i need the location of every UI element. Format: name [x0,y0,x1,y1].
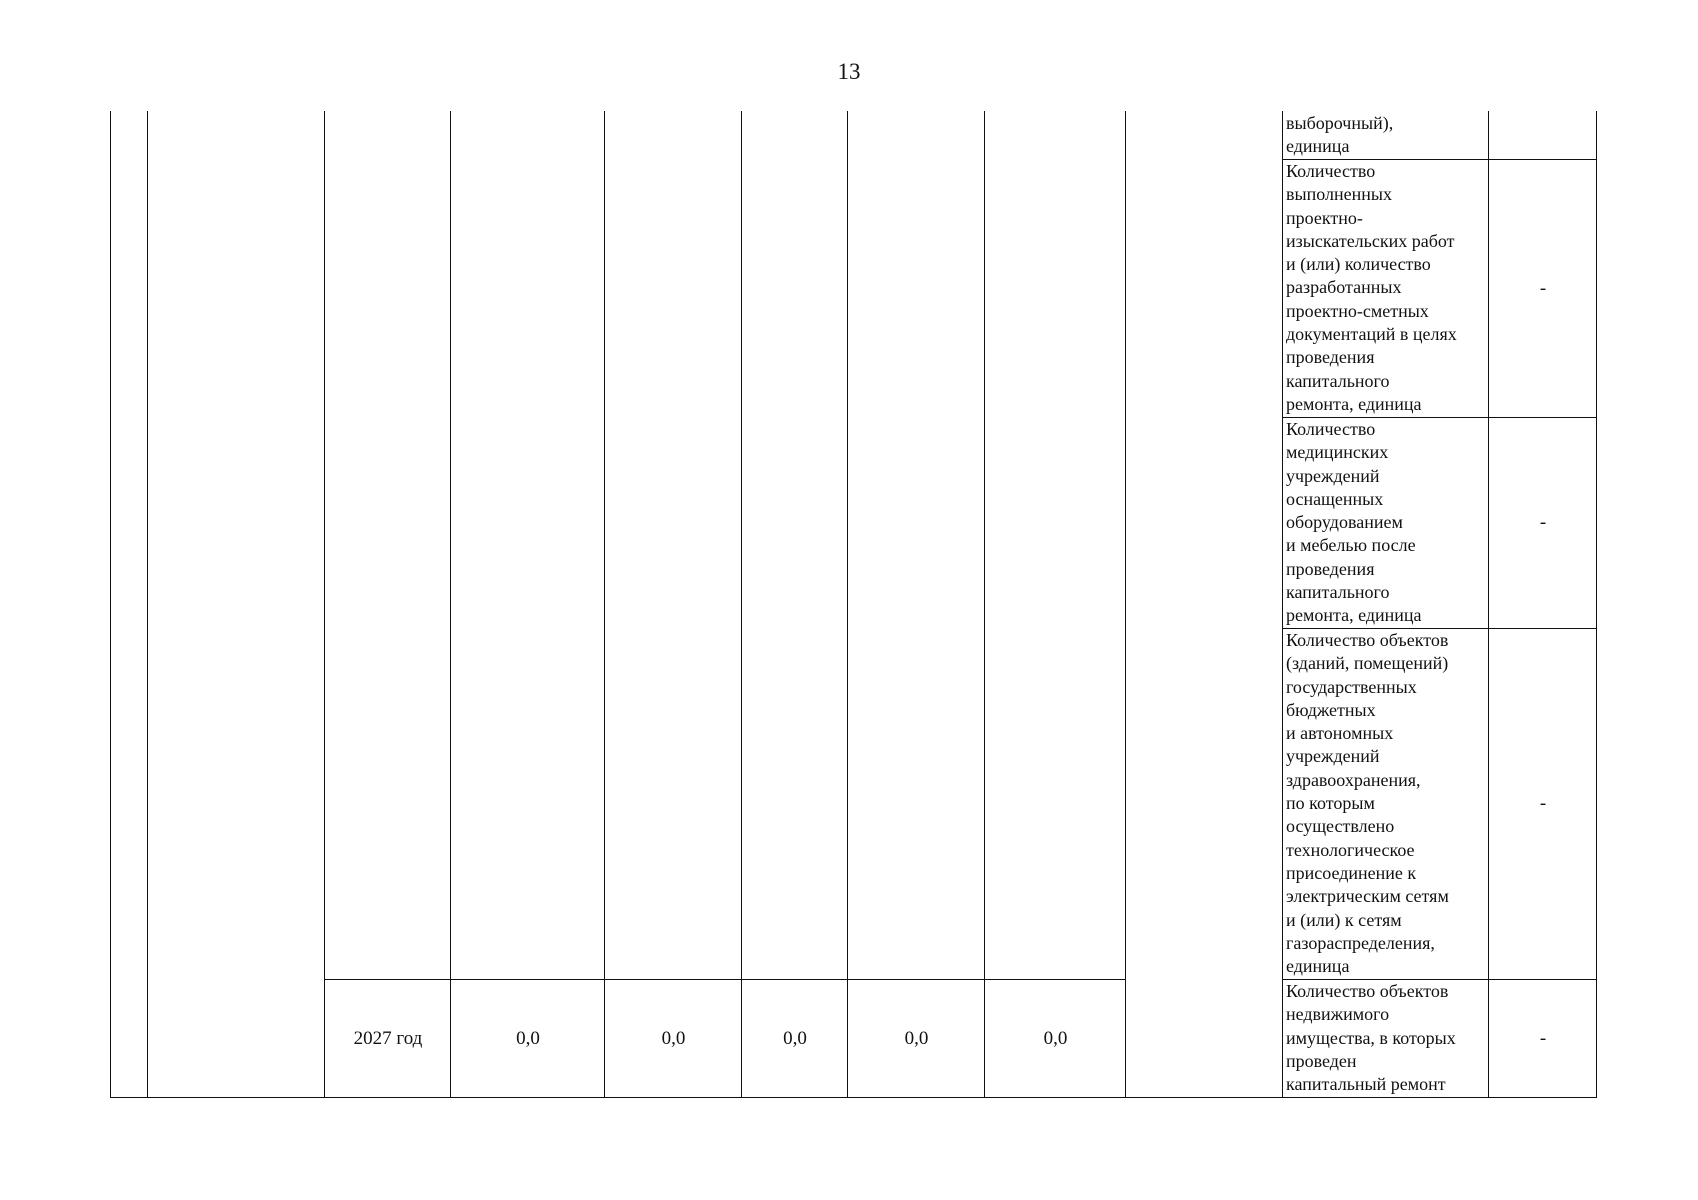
indicator-name: Количество объектов недвижимого имущества, в которых проведен капитальный ремонт [1286,981,1456,1095]
col-border [147,111,148,1098]
indicator-value: - [1539,1027,1547,1049]
col-border [847,111,848,1098]
col-border [1596,111,1597,1098]
col-border [324,111,325,1098]
indicator-value: - [1539,512,1547,533]
year-cell: 2027 год [353,1028,423,1049]
indicator-name: Количество выполненных проектно- изыскательских работ и (или) количество разработанных проектно-сметных документаций в целях проведения капитального ремонта, единица [1286,161,1457,414]
value-cell: 0,0 [904,1028,929,1049]
indicator-name: выборочный), единица [1286,113,1394,157]
indicator-value: - [1539,277,1547,299]
col-border [984,111,985,1098]
col-border [450,111,451,1098]
row-border [324,979,1125,980]
col-border [1282,111,1283,1098]
col-border [1488,111,1489,1098]
value-cell: 0,0 [783,1028,807,1049]
col-border [1125,111,1126,1098]
table-bottom-border [110,1097,1597,1098]
value-cell: 0,0 [661,1028,686,1049]
col-border [741,111,742,1098]
indicator-name: Количество медицинских учреждений оснащенных оборудованием и мебелью после проведения капитального ремонта, единица [1286,419,1422,626]
value-cell: 0,0 [1043,1028,1068,1049]
indicator-value [1490,112,1596,159]
col-border [110,111,111,1098]
indicator-name: Количество объектов (зданий, помещений) государственных бюджетных и автономных учреждений здравоохранения, по которым осуществлено технологическое присоединение к электрическим сетям и (или) к сетям газораспределения, единица [1286,630,1449,977]
indicator-value: - [1539,793,1547,814]
col-border [604,111,605,1098]
page-number: 13 [837,59,861,84]
value-cell: 0,0 [516,1028,540,1049]
